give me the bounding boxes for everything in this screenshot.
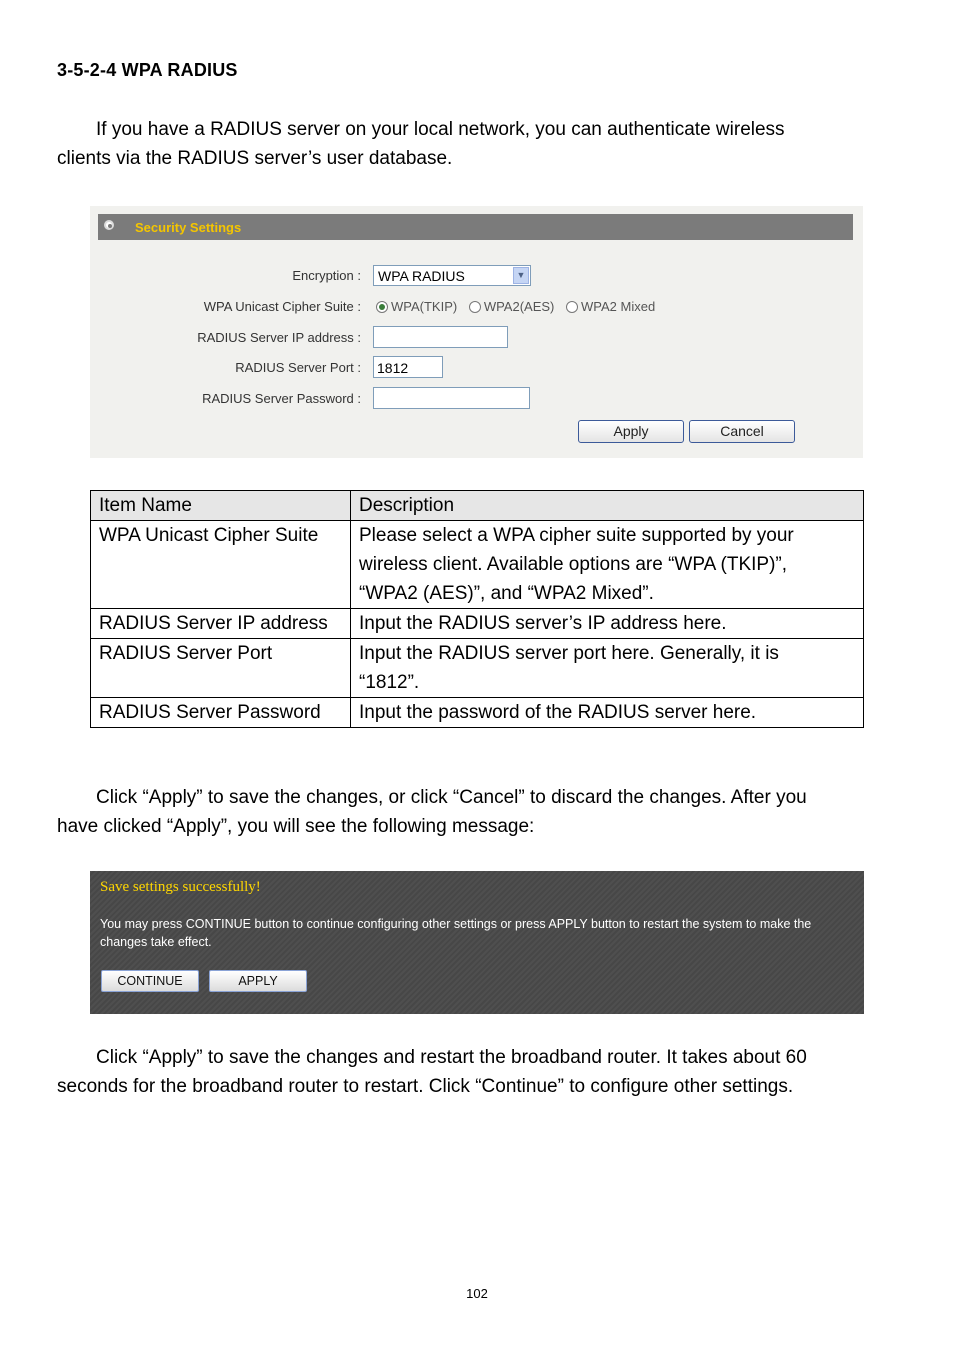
intro-paragraph [57, 115, 887, 173]
cipher-radio-mixed[interactable]: WPA2 Mixed [566, 299, 655, 314]
intro-line-1: If you have a RADIUS server on your local network, you can authenticate wireless [96, 119, 785, 140]
security-settings-panel [90, 206, 863, 458]
apply-line-1: Click “Apply” to save the changes, or click “Cancel” to discard the changes. After you [96, 787, 807, 808]
table-cell-name: RADIUS Server IP address [91, 609, 351, 639]
radius-port-input[interactable]: 1812 [373, 356, 443, 378]
cipher-radio-tkip[interactable]: WPA(TKIP) [376, 299, 457, 314]
table-cell-name: RADIUS Server Password [91, 698, 351, 728]
table-cell-description: Input the RADIUS server’s IP address here. [351, 609, 864, 639]
radius-password-label: RADIUS Server Password : [202, 391, 361, 406]
table-header-description: Description [351, 491, 864, 521]
table-row [91, 609, 864, 639]
radius-password-input[interactable] [373, 387, 530, 409]
apply-button[interactable]: Apply [578, 420, 684, 443]
section-heading: 3-5-2-4 WPA RADIUS [57, 60, 238, 80]
message-apply-button[interactable]: APPLY [209, 970, 307, 992]
table-cell-name: WPA Unicast Cipher Suite [91, 521, 351, 609]
description-table [90, 490, 864, 728]
cancel-button[interactable]: Cancel [689, 420, 795, 443]
radio-icon[interactable] [469, 301, 481, 313]
table-header-row [91, 491, 864, 521]
table-row [91, 639, 864, 698]
radio-icon[interactable] [566, 301, 578, 313]
intro-line-2: clients via the RADIUS server’s user database. [57, 148, 453, 169]
closing-line-1: Click “Apply” to save the changes and restart the broadband router. It takes about 60 [96, 1047, 807, 1068]
page-number: 102 [466, 1286, 488, 1301]
apply-paragraph [57, 783, 887, 841]
table-cell-description: Input the RADIUS server port here. Generally, it is “1812”. [351, 639, 864, 698]
table-row [91, 521, 864, 609]
cipher-suite-radio-group [376, 299, 663, 316]
table-cell-name: RADIUS Server Port [91, 639, 351, 698]
security-settings-header [98, 214, 853, 240]
chevron-down-icon[interactable]: ▼ [513, 267, 529, 284]
table-cell-description: Please select a WPA cipher suite supported by your wireless client. Available options are “WPA (TKIP)”, “WPA2 (AES)”, and “WPA2 Mixed”. [351, 521, 864, 609]
save-message-title: Save settings successfully! [100, 879, 261, 895]
save-message-panel [90, 871, 864, 1014]
encryption-select-value: WPA RADIUS [378, 268, 465, 284]
bullet-icon [104, 220, 114, 230]
encryption-label: Encryption : [292, 268, 361, 283]
radius-port-label: RADIUS Server Port : [235, 360, 361, 375]
save-message-text: You may press CONTINUE button to continue configuring other settings or press APPLY button to restart the system to make the changes take effect. [100, 917, 812, 949]
closing-paragraph [57, 1043, 887, 1101]
cipher-suite-label: WPA Unicast Cipher Suite : [203, 299, 361, 314]
closing-line-2: seconds for the broadband router to restart. Click “Continue” to configure other settings. [57, 1076, 794, 1097]
continue-button[interactable]: CONTINUE [101, 970, 199, 992]
apply-line-2: have clicked “Apply”, you will see the following message: [57, 816, 535, 837]
table-cell-description: Input the password of the RADIUS server here. [351, 698, 864, 728]
radio-selected-icon[interactable] [376, 301, 388, 313]
cipher-radio-aes[interactable]: WPA2(AES) [469, 299, 555, 314]
encryption-select[interactable] [373, 265, 531, 286]
table-header-item-name: Item Name [91, 491, 351, 521]
radius-ip-input[interactable] [373, 326, 508, 348]
table-row [91, 698, 864, 728]
security-settings-title: Security Settings [135, 220, 242, 235]
radius-ip-label: RADIUS Server IP address : [197, 330, 361, 345]
